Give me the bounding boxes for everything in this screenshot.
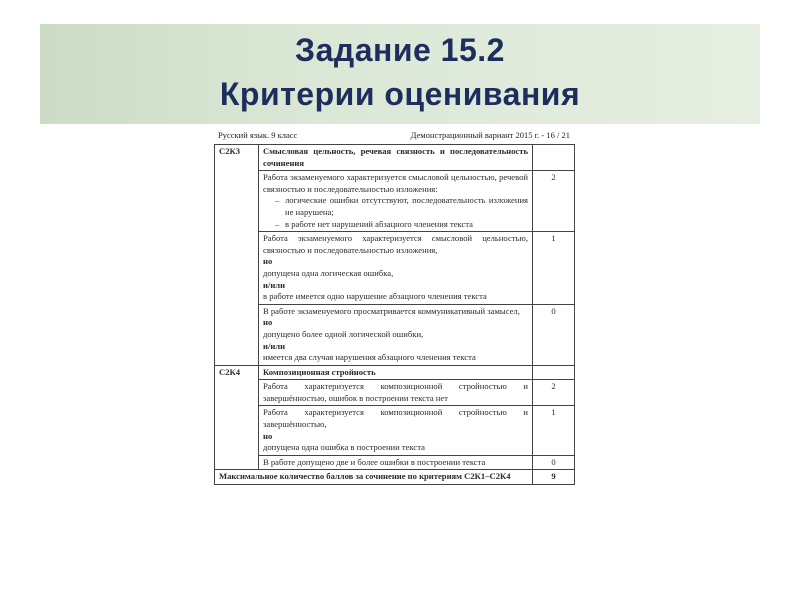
score-cell: 1 xyxy=(533,232,575,305)
list-item: – в работе нет нарушений абзацного членения текста xyxy=(285,219,528,231)
criterion-description xyxy=(259,406,533,455)
document-header-right: Демонстрационный вариант 2015 г. - 16 / 21 xyxy=(410,130,570,140)
document-header-left: Русский язык. 9 класс xyxy=(218,130,298,140)
description-text: имеется два случая нарушения абзацного членения текста xyxy=(263,352,476,363)
description-list xyxy=(263,195,528,230)
criterion-title-k3: Смысловая цельность, речевая связность и последовательность сочинения xyxy=(259,145,533,171)
criteria-table xyxy=(214,144,575,485)
description-text: Работа характеризуется композиционной стройностью и завершённостью, xyxy=(263,407,528,430)
conjunction-label: но xyxy=(263,256,273,267)
criterion-description xyxy=(259,232,533,305)
description-text: Работа экзаменуемого характеризуется смысловой цельностью, связностью и последовательностью изложения, xyxy=(263,233,528,255)
description-text: в работе имеется одно нарушение абзацного членения текста xyxy=(263,291,487,302)
conjunction-label: но xyxy=(263,317,273,328)
description-text: допущена одна ошибка в построении текста xyxy=(263,442,425,453)
conjunction-label: и/или xyxy=(263,340,286,351)
score-cell: 2 xyxy=(533,171,575,232)
table-row xyxy=(215,145,575,171)
document-header xyxy=(214,128,574,142)
conjunction-label: но xyxy=(263,430,273,441)
score-cell: 2 xyxy=(533,380,575,406)
table-row xyxy=(215,232,575,305)
conjunction-label: и/или xyxy=(263,279,286,290)
table-row xyxy=(215,406,575,455)
description-text: допущена одна логическая ошибка, xyxy=(263,267,394,278)
criterion-code-k3: С2К3 xyxy=(215,145,259,366)
score-cell: 0 xyxy=(533,455,575,470)
slide-title-band xyxy=(40,24,760,124)
score-cell-empty xyxy=(533,365,575,380)
table-row xyxy=(215,171,575,232)
description-text: Работа экзаменуемого характеризуется смысловой цельностью, речевой связностью и последовательностью изложения: xyxy=(263,172,528,194)
description-text: В работе экзаменуемого просматривается коммуникативный замысел, xyxy=(263,305,520,316)
score-cell-empty xyxy=(533,145,575,171)
criterion-code-k4: С2К4 xyxy=(215,365,259,470)
table-row xyxy=(215,365,575,380)
criterion-description xyxy=(259,171,533,232)
total-label: Максимальное количество баллов за сочинение по критериям С2К1–С2К4 xyxy=(215,470,533,485)
description-text: допущено более одной логической ошибки, xyxy=(263,328,424,339)
slide-title-line-1: Задание 15.2 xyxy=(295,32,505,68)
table-row xyxy=(215,455,575,470)
table-row-total xyxy=(215,470,575,485)
score-cell: 0 xyxy=(533,304,575,365)
list-item: – логические ошибки отсутствуют, последовательность изложения не нарушена; xyxy=(285,195,528,218)
total-score: 9 xyxy=(533,470,575,485)
criterion-description xyxy=(259,304,533,365)
score-cell: 1 xyxy=(533,406,575,455)
table-row xyxy=(215,380,575,406)
slide-title-line-2: Критерии оценивания xyxy=(219,76,581,112)
criterion-description: Работа характеризуется композиционной стройностью и завершённостью, ошибок в построении текста нет xyxy=(259,380,533,406)
table-row xyxy=(215,304,575,365)
criterion-title-k4: Композиционная стройность xyxy=(259,365,533,380)
criterion-description: В работе допущено две и более ошибки в построении текста xyxy=(259,455,533,470)
